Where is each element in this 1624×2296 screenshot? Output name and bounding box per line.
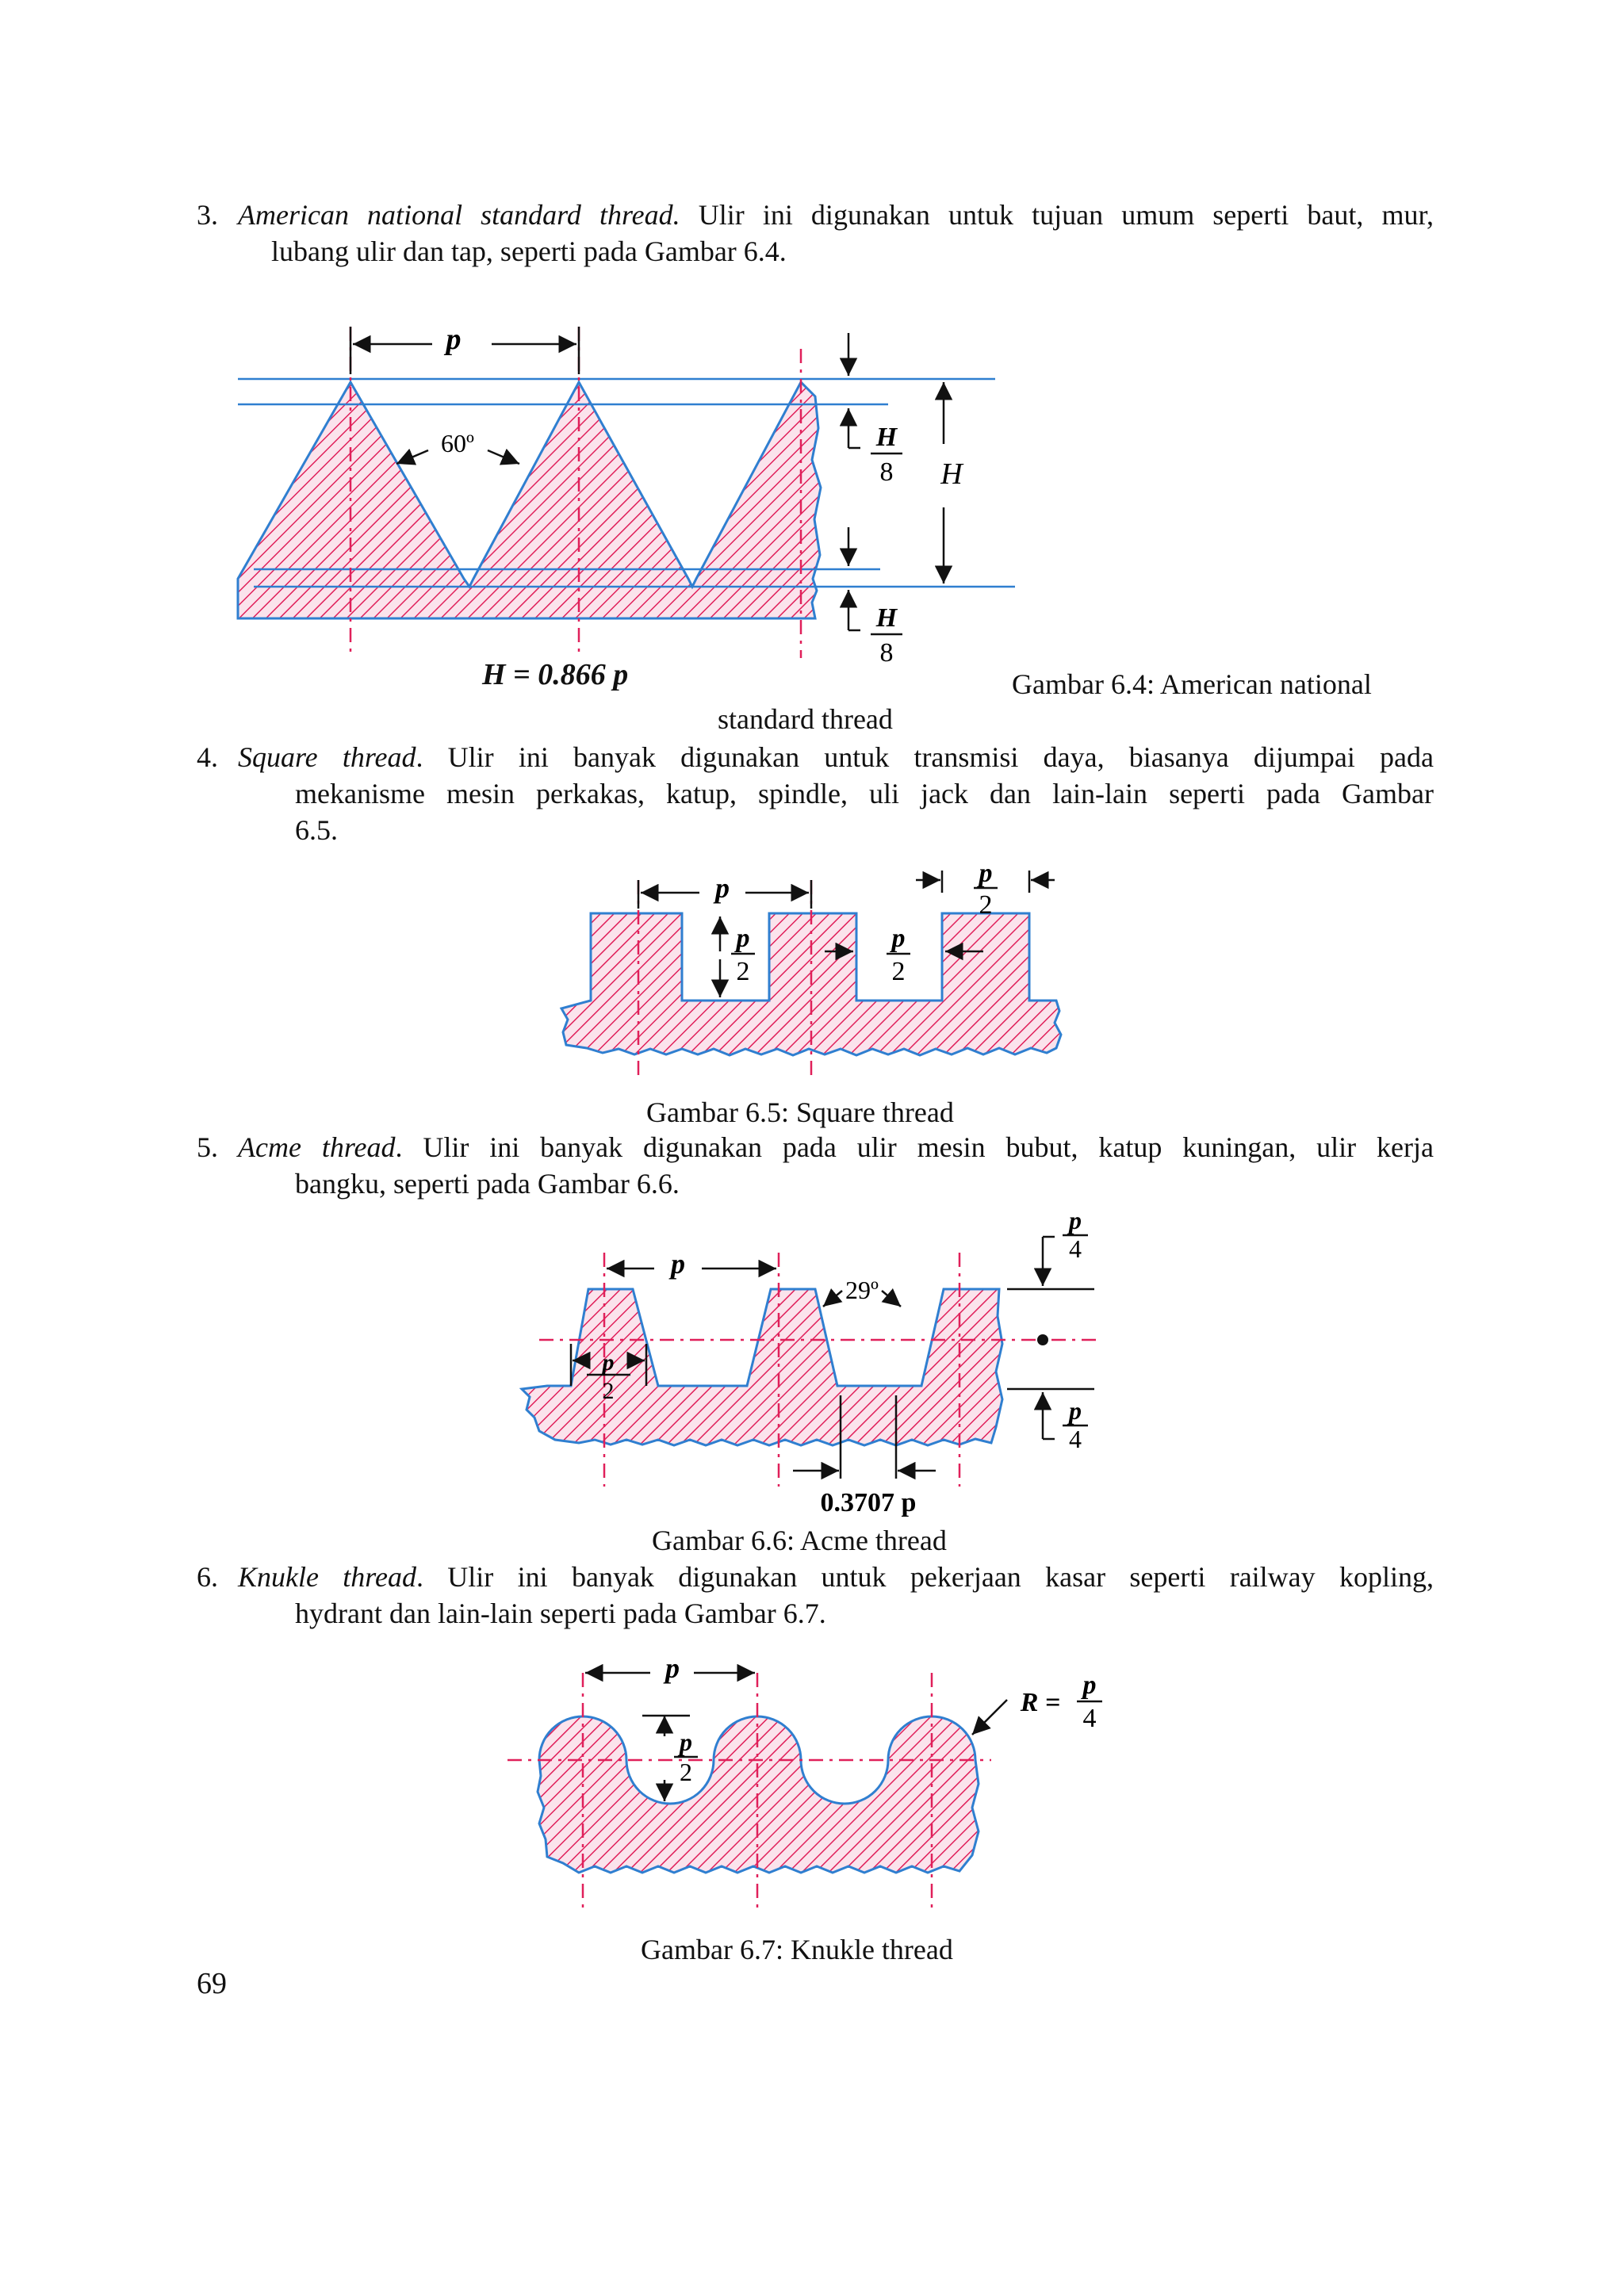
- item-6-line-1: [197, 1559, 1434, 1595]
- item-5-term: Acme thread: [238, 1131, 396, 1163]
- item-6-text-1: . Ulir ini banyak digunakan untuk pekerjaan kasar seperti railway kopling,: [416, 1561, 1434, 1593]
- kn-radius-arrow: [972, 1700, 1007, 1735]
- item-3-text-2: lubang ulir dan tap, seperti pada Gambar 6.4.: [271, 235, 787, 267]
- item-5-text-1: . Ulir ini banyak digunakan pada ulir mesin bubut, katup kuningan, ulir kerja: [395, 1131, 1434, 1163]
- item-6-text-2: hydrant dan lain-lain seperti pada Gambar 6.7.: [295, 1598, 826, 1629]
- angle-arrow-left: [396, 450, 428, 464]
- kn-radius-R: R =: [1020, 1688, 1061, 1717]
- sq-gap-p: p: [891, 924, 906, 953]
- fig64-pitch-label: p: [446, 323, 462, 356]
- item-4-text-2: mekanisme mesin perkakas, katup, spindle, uli jack dan lain-lain seperti pada Gambar: [295, 778, 1434, 809]
- item-6-number: 6.: [197, 1561, 218, 1593]
- american-thread-profile: [238, 382, 821, 618]
- acme-pitch-label: p: [671, 1248, 685, 1280]
- fig64-caption-a: Gambar 6.4: American national: [1012, 668, 1372, 700]
- acme-angle-arrow-right: [882, 1291, 901, 1307]
- figure-acme-thread: [515, 1205, 1118, 1522]
- acme-half-p: p: [602, 1349, 615, 1376]
- fig64-h8-bot-8: 8: [879, 638, 894, 668]
- figure-square-thread: [555, 859, 1071, 1086]
- kn-radius-4: 4: [1082, 1704, 1097, 1733]
- item-6-line-2: [295, 1595, 826, 1632]
- page-number: 69: [197, 1967, 227, 2000]
- item-3-line-1: [197, 197, 1434, 233]
- fig67-caption: Gambar 6.7: Knukle thread: [641, 1934, 953, 1965]
- fig64-angle-label: 60º: [441, 429, 474, 457]
- acme-p4-bot-4: 4: [1069, 1425, 1082, 1453]
- fig64-h8-bot-H: H: [875, 603, 898, 633]
- item-4-text-3: 6.5.: [295, 814, 338, 846]
- item-3-line-2: [271, 233, 787, 270]
- item-4-text-1: . Ulir ini banyak digunakan untuk transmisi daya, biasanya dijumpai pada: [416, 741, 1434, 773]
- fig64-h8-top-H: H: [875, 423, 898, 452]
- item-3-number: 3.: [197, 199, 218, 231]
- fig66-caption: Gambar 6.6: Acme thread: [652, 1525, 947, 1556]
- item-5-line-2: [295, 1165, 680, 1202]
- fig64-caption-b: standard thread: [718, 703, 893, 735]
- figure-knuckle-thread: [500, 1649, 1118, 1919]
- figure-american-thread: [230, 317, 1007, 698]
- item-5-line-1: [197, 1129, 1434, 1165]
- kn-depth-2: 2: [680, 1758, 692, 1786]
- acme-thread-profile: [522, 1289, 1002, 1445]
- acme-p4-top-4: 4: [1069, 1234, 1082, 1263]
- sq-top-2: 2: [979, 890, 993, 920]
- acme-angle-arrow-left: [823, 1291, 842, 1307]
- fig64-formula: H = 0.866 p: [482, 658, 629, 691]
- item-4-number: 4.: [197, 741, 218, 773]
- kn-pitch-label: p: [665, 1652, 680, 1684]
- fig64-H-label: H: [940, 457, 963, 491]
- sq-pitch-label: p: [715, 872, 730, 904]
- item-3-text-1: Ulir ini digunakan untuk tujuan umum seperti baut, mur,: [698, 199, 1434, 231]
- sq-depth-2: 2: [736, 957, 750, 986]
- item-5-number: 5.: [197, 1131, 218, 1163]
- kn-depth-p: p: [680, 1728, 692, 1756]
- acme-p4-bot-p: p: [1069, 1396, 1082, 1425]
- item-4-term: Square thread: [238, 741, 416, 773]
- angle-arrow-right: [488, 450, 519, 464]
- item-4-line-2: [295, 775, 1434, 812]
- fig65-caption: Gambar 6.5: Square thread: [646, 1096, 954, 1128]
- item-5-text-2: bangku, seperti pada Gambar 6.6.: [295, 1168, 680, 1200]
- item-4-line-3: [295, 812, 338, 848]
- acme-p4-top-p: p: [1069, 1206, 1082, 1234]
- sq-depth-p: p: [736, 924, 750, 953]
- acme-pitch-point: [1037, 1334, 1048, 1345]
- acme-half-2: 2: [602, 1378, 615, 1404]
- acme-angle-label: 29º: [845, 1276, 879, 1304]
- fig64-h8-top-8: 8: [879, 457, 894, 487]
- acme-dim-label: 0.3707 p: [820, 1488, 917, 1517]
- item-4-line-1: [197, 739, 1434, 775]
- kn-radius-p: p: [1082, 1670, 1097, 1700]
- sq-top-p: p: [979, 859, 993, 888]
- sq-gap-2: 2: [891, 957, 906, 986]
- item-3-term: American national standard thread.: [238, 199, 680, 231]
- item-6-term: Knukle thread: [238, 1561, 416, 1593]
